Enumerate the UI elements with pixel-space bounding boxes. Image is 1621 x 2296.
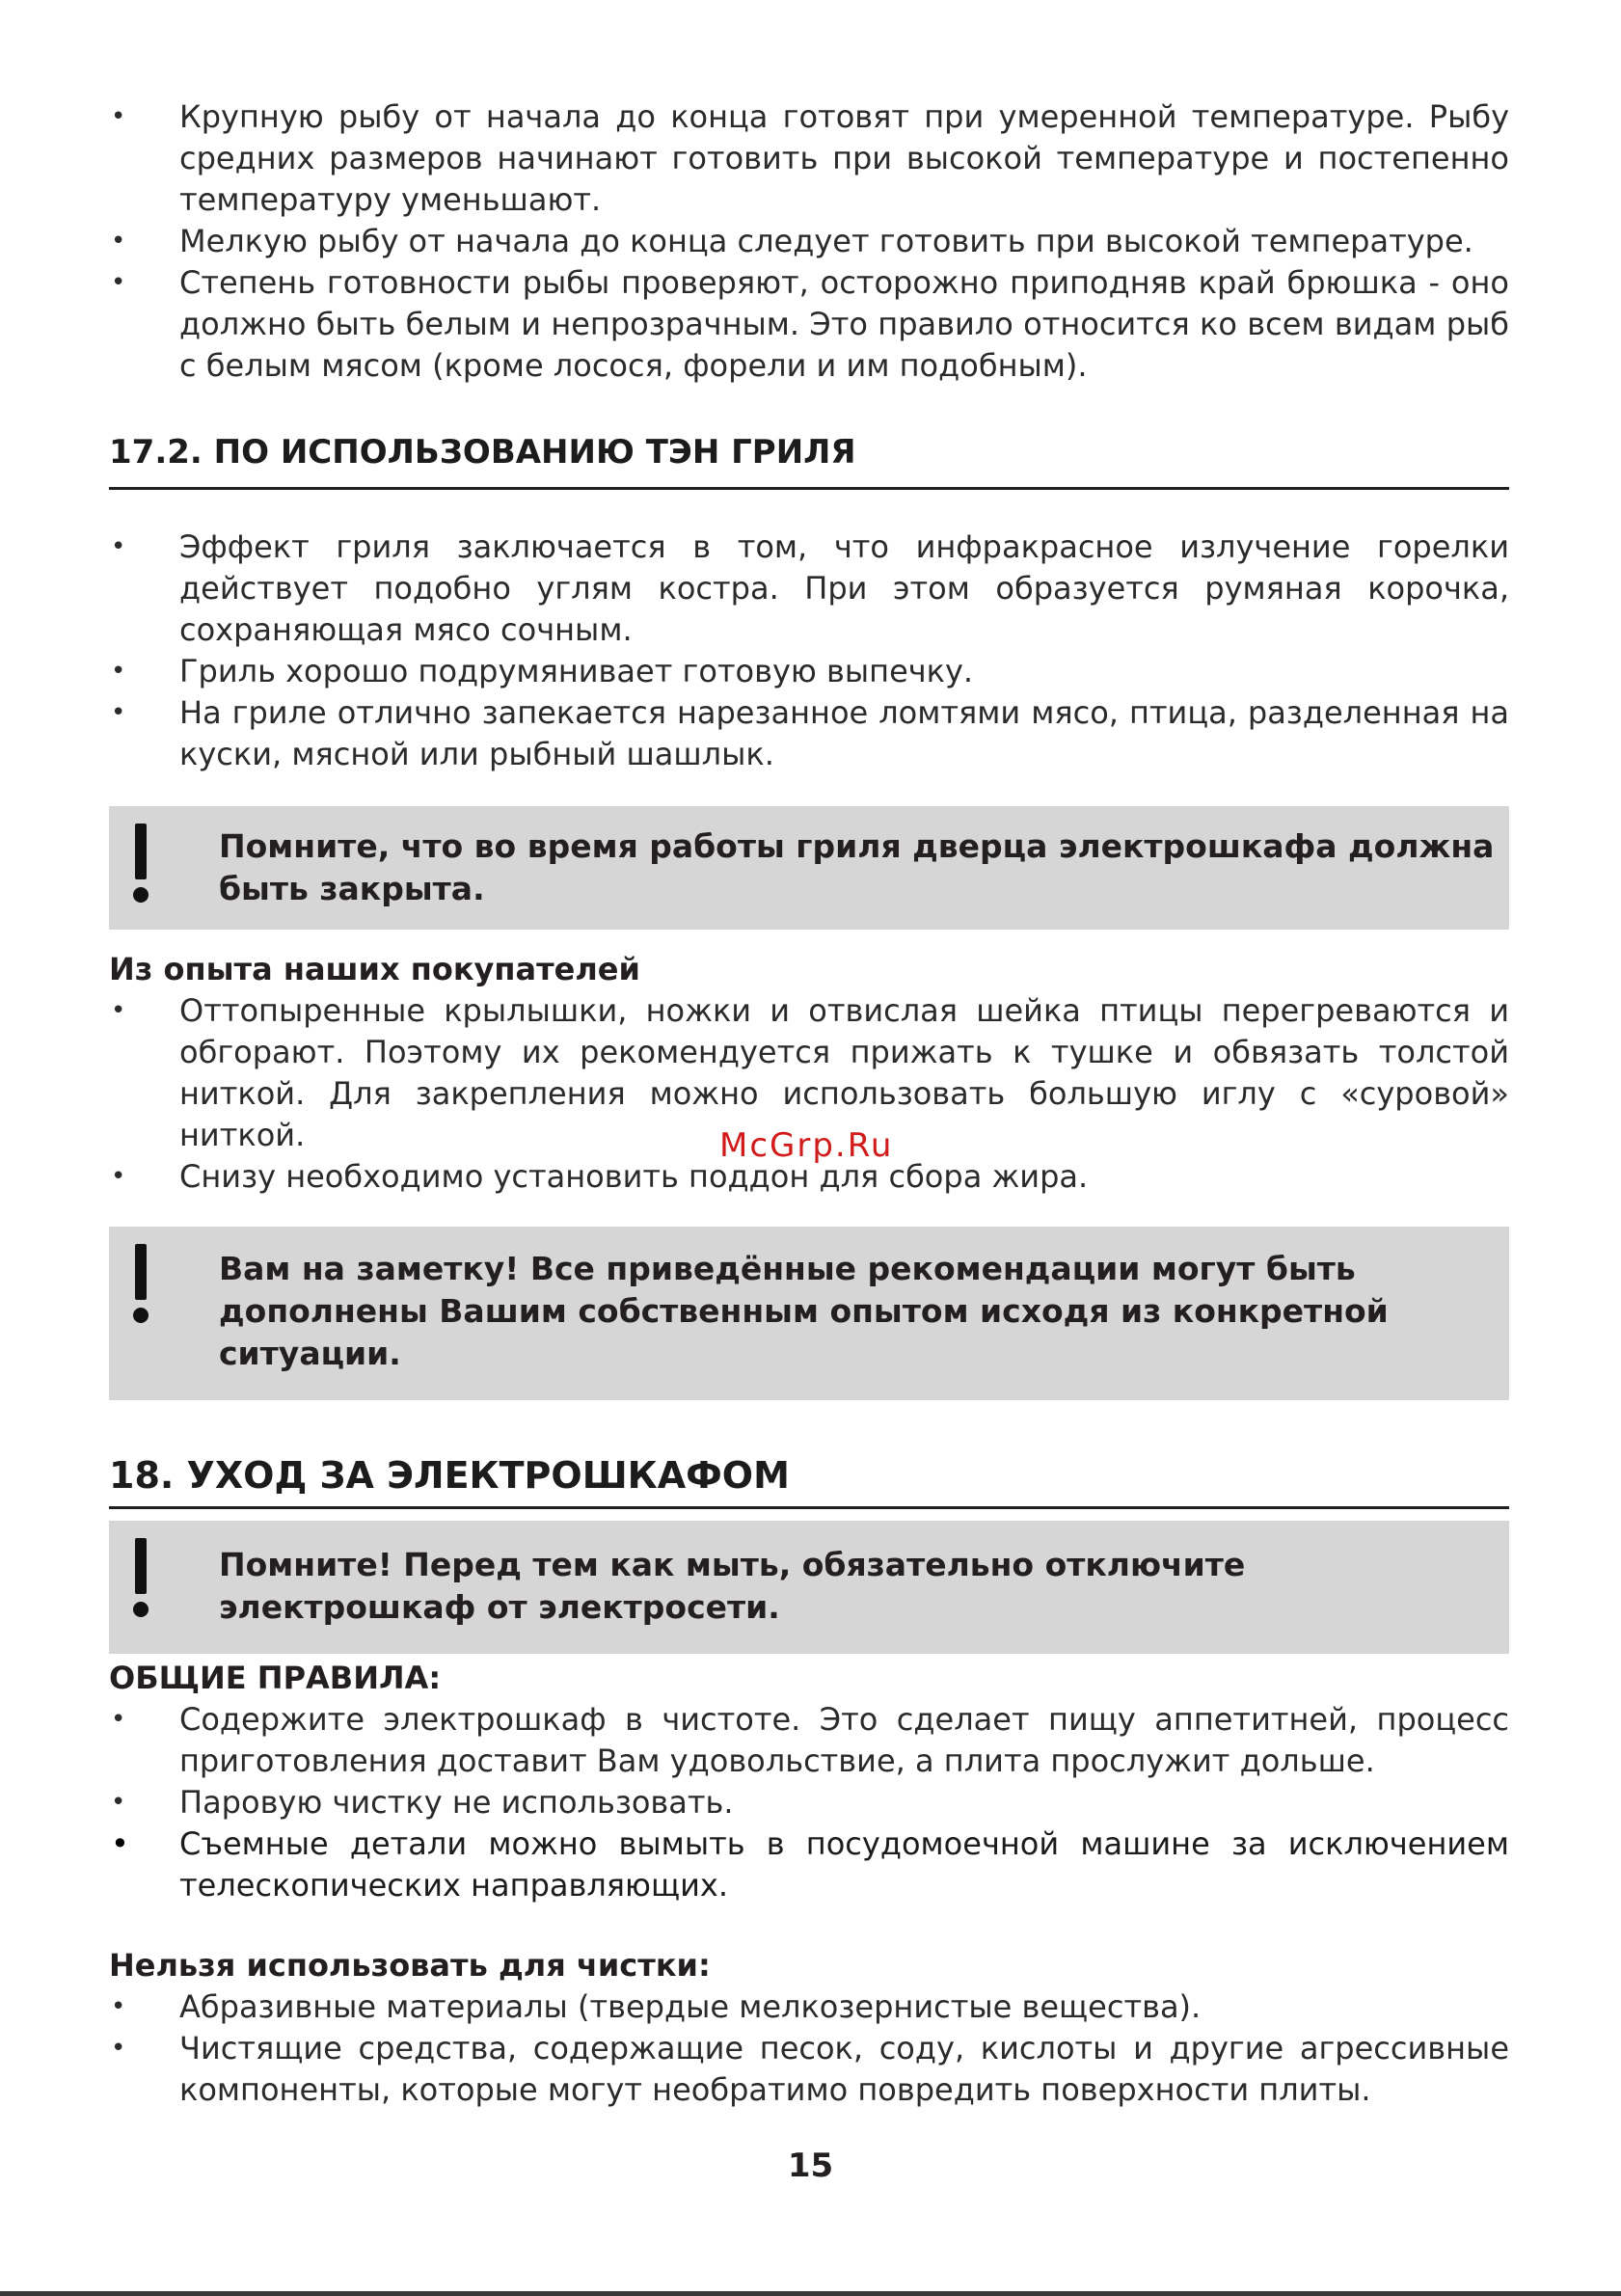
list-item: • Чистящие средства, содержащие песок, соду, кислоты и другие агрессивные компоненты, которые могут необратимо повредить поверхности плиты. bbox=[109, 2028, 1509, 2111]
exclamation-icon bbox=[122, 824, 159, 910]
bottom-divider bbox=[0, 2291, 1621, 2296]
general-rules-list bbox=[109, 1699, 1509, 1906]
tip-note-text: Вам на заметку! Все приведённые рекомендации могут быть дополнены Вашим собственным опытом исходя из конкретной ситуации. bbox=[219, 1250, 1389, 1372]
list-item: • Гриль хорошо подрумянивает готовую выпечку. bbox=[109, 651, 1509, 692]
warning-note-unplug bbox=[109, 1521, 1509, 1654]
section-heading-18: 18. УХОД ЗА ЭЛЕКТРОШКАФОМ bbox=[109, 1454, 1509, 1509]
list-item: • Содержите электрошкаф в чистоте. Это сделает пищу аппетитней, процесс приготовления доставит Вам удовольствие, а плита прослужит дольше. bbox=[109, 1699, 1509, 1782]
unplug-note-text: Помните! Перед тем как мыть, обязательно отключите электрошкаф от электросети. bbox=[219, 1546, 1246, 1626]
tip-note bbox=[109, 1227, 1509, 1400]
list-item: • Степень готовности рыбы проверяют, осторожно приподняв край брюшка - оно должно быть белым и непрозрачным. Это правило относится ко всем видам рыб с белым мясом (кроме лосося, форели и им подобным). bbox=[109, 262, 1509, 387]
forbidden-heading: Нельзя использовать для чистки: bbox=[109, 1947, 711, 1984]
exclamation-icon bbox=[122, 1244, 159, 1331]
grill-bullet-list bbox=[109, 527, 1509, 775]
experience-heading: Из опыта наших покупателей bbox=[109, 951, 640, 987]
forbidden-list bbox=[109, 1986, 1509, 2111]
general-rules-heading: ОБЩИЕ ПРАВИЛА: bbox=[109, 1660, 442, 1696]
section-heading-17-2: 17.2. ПО ИСПОЛЬЗОВАНИЮ ТЭН ГРИЛЯ bbox=[109, 431, 1509, 490]
page-number: 15 bbox=[787, 2147, 834, 2185]
list-item: • Мелкую рыбу от начала до конца следует готовить при высокой температуре. bbox=[109, 221, 1509, 262]
warning-note-text: Помните, что во время работы гриля дверца электрошкафа должна быть закрыта. bbox=[219, 827, 1495, 907]
exclamation-icon bbox=[122, 1538, 159, 1625]
list-item: • Оттопыренные крылышки, ножки и отвислая шейка птицы перегреваются и обгорают. Поэтому их рекомендуется прижать к тушке и обвязать толстой ниткой. Для закрепления можно использовать большую иглу с «суровой» ниткой. bbox=[109, 990, 1509, 1156]
list-item: • Паровую чистку не использовать. bbox=[109, 1782, 1509, 1823]
list-item: • На гриле отлично запекается нарезанное ломтями мясо, птица, разделенная на куски, мясной или рыбный шашлык. bbox=[109, 692, 1509, 775]
list-item: • Эффект гриля заключается в том, что инфракрасное излучение горелки действует подобно углям костра. При этом образуется румяная корочка, сохраняющая мясо сочным. bbox=[109, 527, 1509, 651]
watermark: McGrp.Ru bbox=[719, 1126, 894, 1165]
list-item: • Абразивные материалы (твердые мелкозернистые вещества). bbox=[109, 1986, 1509, 2028]
warning-note-grill-door bbox=[109, 806, 1509, 930]
list-item: • Снизу необходимо установить поддон для сбора жира. bbox=[109, 1156, 1509, 1198]
experience-bullet-list bbox=[109, 990, 1509, 1198]
fish-bullet-list bbox=[109, 96, 1509, 387]
manual-page bbox=[109, 96, 1509, 2111]
list-item: • Крупную рыбу от начала до конца готовят при умеренной температуре. Рыбу средних размеров начинают готовить при высокой температуре и постепенно температуру уменьшают. bbox=[109, 96, 1509, 221]
list-item: • Съемные детали можно вымыть в посудомоечной машине за исключением телескопических направляющих. bbox=[109, 1823, 1509, 1906]
